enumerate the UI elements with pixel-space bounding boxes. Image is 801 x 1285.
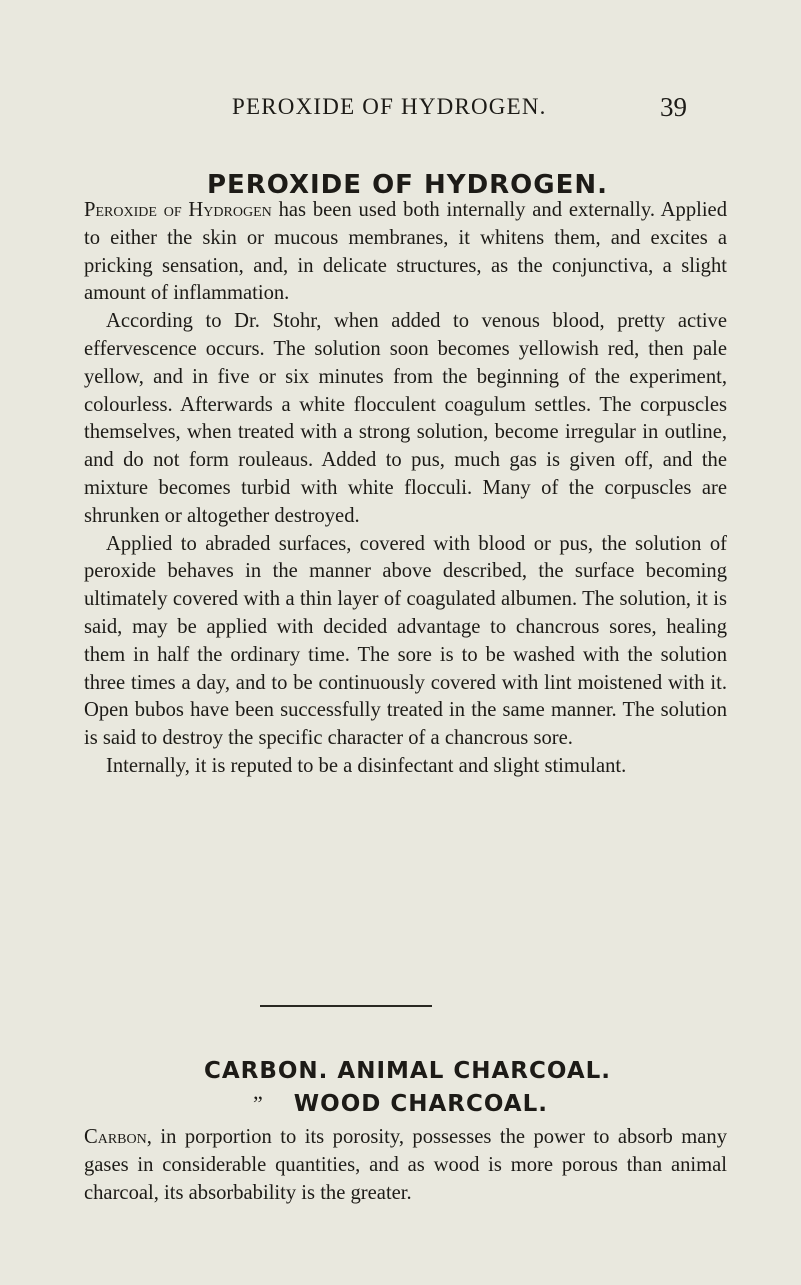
paragraph-2: According to Dr. Stohr, when added to venous blood, pretty active effervescence occurs. The solution soon becomes yellowish red, then pale yellow, and in five or six minutes from the beginning of the experiment, colourless. Afterwards a white flocculent coagulum settles. The corpuscles themselves, when treated with a strong solution, become irregular in outline, and do not form rouleaus. Added to pus, much gas is given off, and the mixture becomes turbid with white flocculi. Many of the corpuscles are shrunken or altogether destroyed.: [84, 310, 727, 527]
section-subheading-wood-charcoal: [0, 1091, 801, 1117]
paragraph-1: [84, 197, 727, 308]
running-head: [0, 94, 801, 124]
section-body-carbon: [84, 1124, 727, 1207]
section-heading-peroxide: PEROXIDE OF HYDROGEN.: [206, 170, 609, 200]
section-heading-carbon: CARBON. ANIMAL CHARCOAL.: [203, 1058, 612, 1084]
paragraph-3: Applied to abraded surfaces, covered with blood or pus, the solution of peroxide behaves in the manner above described, the surface becoming ultimately covered with a thin layer of coagulated albumen. The solution, it is said, may be applied with decided advantage to chancrous sores, healing them in half the ordinary time. The sore is to be washed with the solution three times a day, and to be continuously covered with lint moistened with it. Open bubos have been successfully treated in the same manner. The solution is said to destroy the specific character of a chancrous sore.: [84, 532, 727, 750]
subheading-text: WOOD CHARCOAL.: [293, 1091, 548, 1117]
ditto-mark: ”: [253, 1091, 264, 1116]
paragraph-text: has been used both internally and externally. Applied to either the skin or mucous membranes, it whitens them, and excites a pricking sensation, and, in delicate structures, as the conjunctiva, a slight amount of inflammation.: [84, 199, 727, 305]
page-number: 39: [660, 92, 687, 122]
paragraph-text: in porportion to its porosity, possesses the power to absorb many gases in considerable quantities, and as wood is more porous than animal charcoal, its absorbability is the greater.: [84, 1126, 727, 1204]
paragraph-carbon: [84, 1124, 727, 1207]
running-head-title: PEROXIDE OF HYDROGEN.: [232, 94, 547, 119]
section-body-peroxide: [84, 197, 727, 781]
paragraph-lead-term: Peroxide of Hydrogen: [84, 199, 272, 221]
paragraph-lead-term: Carbon,: [84, 1126, 152, 1148]
paragraph-4: Internally, it is reputed to be a disinfectant and slight stimulant.: [106, 754, 627, 777]
section-divider-rule: [260, 1005, 432, 1007]
